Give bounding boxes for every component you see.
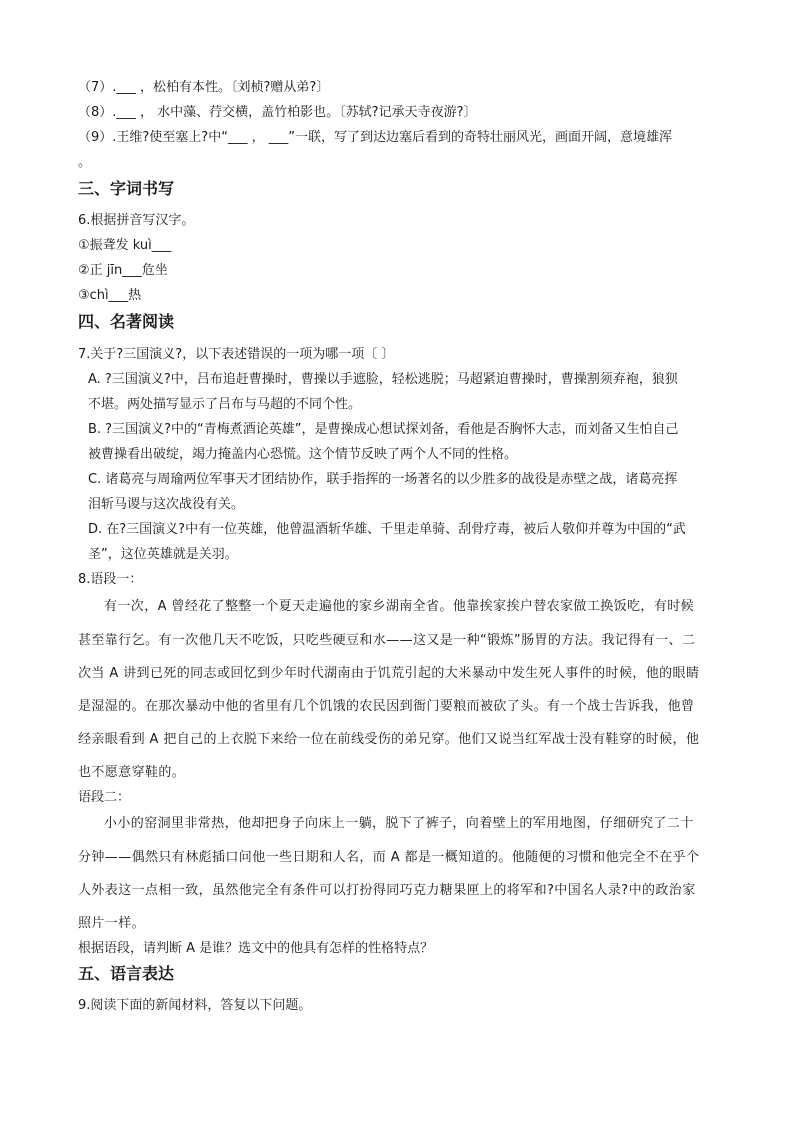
passage-2-label: 语段二： (78, 790, 131, 805)
question-8-poem: （8）.___ ， 水中藻、荇交横，盖竹柏影也。〔苏轼?记承天寺夜游?〕 (78, 105, 477, 120)
section-heading-vocab: 三、字词书写 (78, 179, 175, 198)
option-c-line2: 泪斩马谡与这次战役有关。 (88, 497, 245, 512)
section-heading-classics: 四、名著阅读 (78, 312, 175, 331)
question-7-prompt: 7.关于?三国演义?，以下表述错误的一项为哪一项〔 〕 (78, 347, 395, 362)
passage-1-line5: 经亲眼看到 A 把自己的上衣脱下来给一位在前线受伤的弟兄穿。他们又说当红军战士没有鞋穿的时候，他 (78, 732, 700, 747)
passage-1-line6: 也不愿意穿鞋的。 (78, 765, 186, 780)
passage-1-line2: 甚至靠行乞。有一次他几天不吃饭，只吃些硬豆和水——这又是一种“锻炼”肠胃的方法。我记得有一、二 (78, 633, 696, 648)
pinyin-item-3: ③chì___热 (78, 288, 142, 303)
passage-2-line2: 分钟——偶然只有林彪插口问他一些日期和人名，而 A 都是一概知道的。他随便的习惯和他完全不在乎个 (78, 850, 700, 865)
question-8-ask: 根据语段，请判断 A 是谁？选文中的他具有怎样的性格特点？ (78, 941, 434, 956)
question-6-prompt: 6.根据拼音写汉字。 (78, 213, 195, 228)
section-heading-expression: 五、语言表达 (78, 964, 175, 983)
passage-1-line3: 次当 A 讲到已死的同志或回忆到少年时代湖南由于饥荒引起的大米暴动中发生死人事件的时候，他的眼睛 (78, 666, 700, 681)
option-b-line1: B. ?三国演义?中的“青梅煮酒论英雄”，是曹操成心想试探刘备，看他是否胸怀大志，而刘备又生怕自己 (88, 422, 679, 437)
question-8-label: 8.语段一： (78, 572, 143, 587)
passage-2-line4: 照片一样。 (78, 916, 146, 931)
option-d-line2: 圣”，这位英雄就是关羽。 (88, 547, 238, 562)
passage-2-line3: 人外表这一点相一致，虽然他完全有条件可以打扮得同巧克力糖果匣上的将军和?中国名人录?中的政治家 (78, 883, 696, 898)
pinyin-item-2: ②正 jīn___危坐 (78, 263, 168, 278)
passage-2-line1: 小小的窑洞里非常热，他却把身子向床上一躺，脱下了裤子，向着壁上的军用地图，仔细研究了二十 (104, 816, 694, 831)
passage-1-line1: 有一次，A 曾经花了整整一个夏天走遍他的家乡湖南全省。他靠挨家挨户替农家做工换饭吃，有时候 (104, 599, 695, 614)
option-c-line1: C. 诸葛亮与周瑜两位军事天才团结协作，联手指挥的一场著名的以少胜多的战役是赤壁之战，诸葛亮挥 (88, 472, 678, 487)
question-9-poem-line2: 。 (78, 155, 92, 170)
question-7-poem: （7）.___ ，松柏有本性。〔刘桢?赠从弟?〕 (78, 80, 330, 95)
pinyin-item-1: ①振聋发 kuì___ (78, 238, 172, 253)
option-a-line1: A. ?三国演义?中，吕布追赶曹操时，曹操以手遮脸，轻松逃脱；马超紧迫曹操时，曹操割须弃袍，狼狈 (88, 372, 678, 387)
passage-1-line4: 是湿湿的。在那次暴动中他的省里有几个饥饿的农民因到衙门要粮而被砍了头。有一个战士告诉我，他曾 (78, 699, 695, 714)
option-a-line2: 不堪。两处描写显示了吕布与马超的不同个性。 (88, 397, 362, 412)
option-d-line1: D. 在?三国演义?中有一位英雄，他曾温酒斩华雄、千里走单骑、刮骨疗毒，被后人敬仰并尊为中国的“武 (88, 522, 686, 537)
option-b-line2: 被曹操看出破绽，竭力掩盖内心恐慌。这个情节反映了两个人不同的性格。 (88, 447, 518, 462)
question-9-prompt: 9.阅读下面的新闻材料，答复以下问题。 (78, 998, 312, 1013)
question-9-poem-line1: （9）.王维?使至塞上?中“___ ， ___”一联，写了到达边塞后看到的奇特壮丽风光，画面开阔，意境雄浑 (78, 130, 672, 145)
